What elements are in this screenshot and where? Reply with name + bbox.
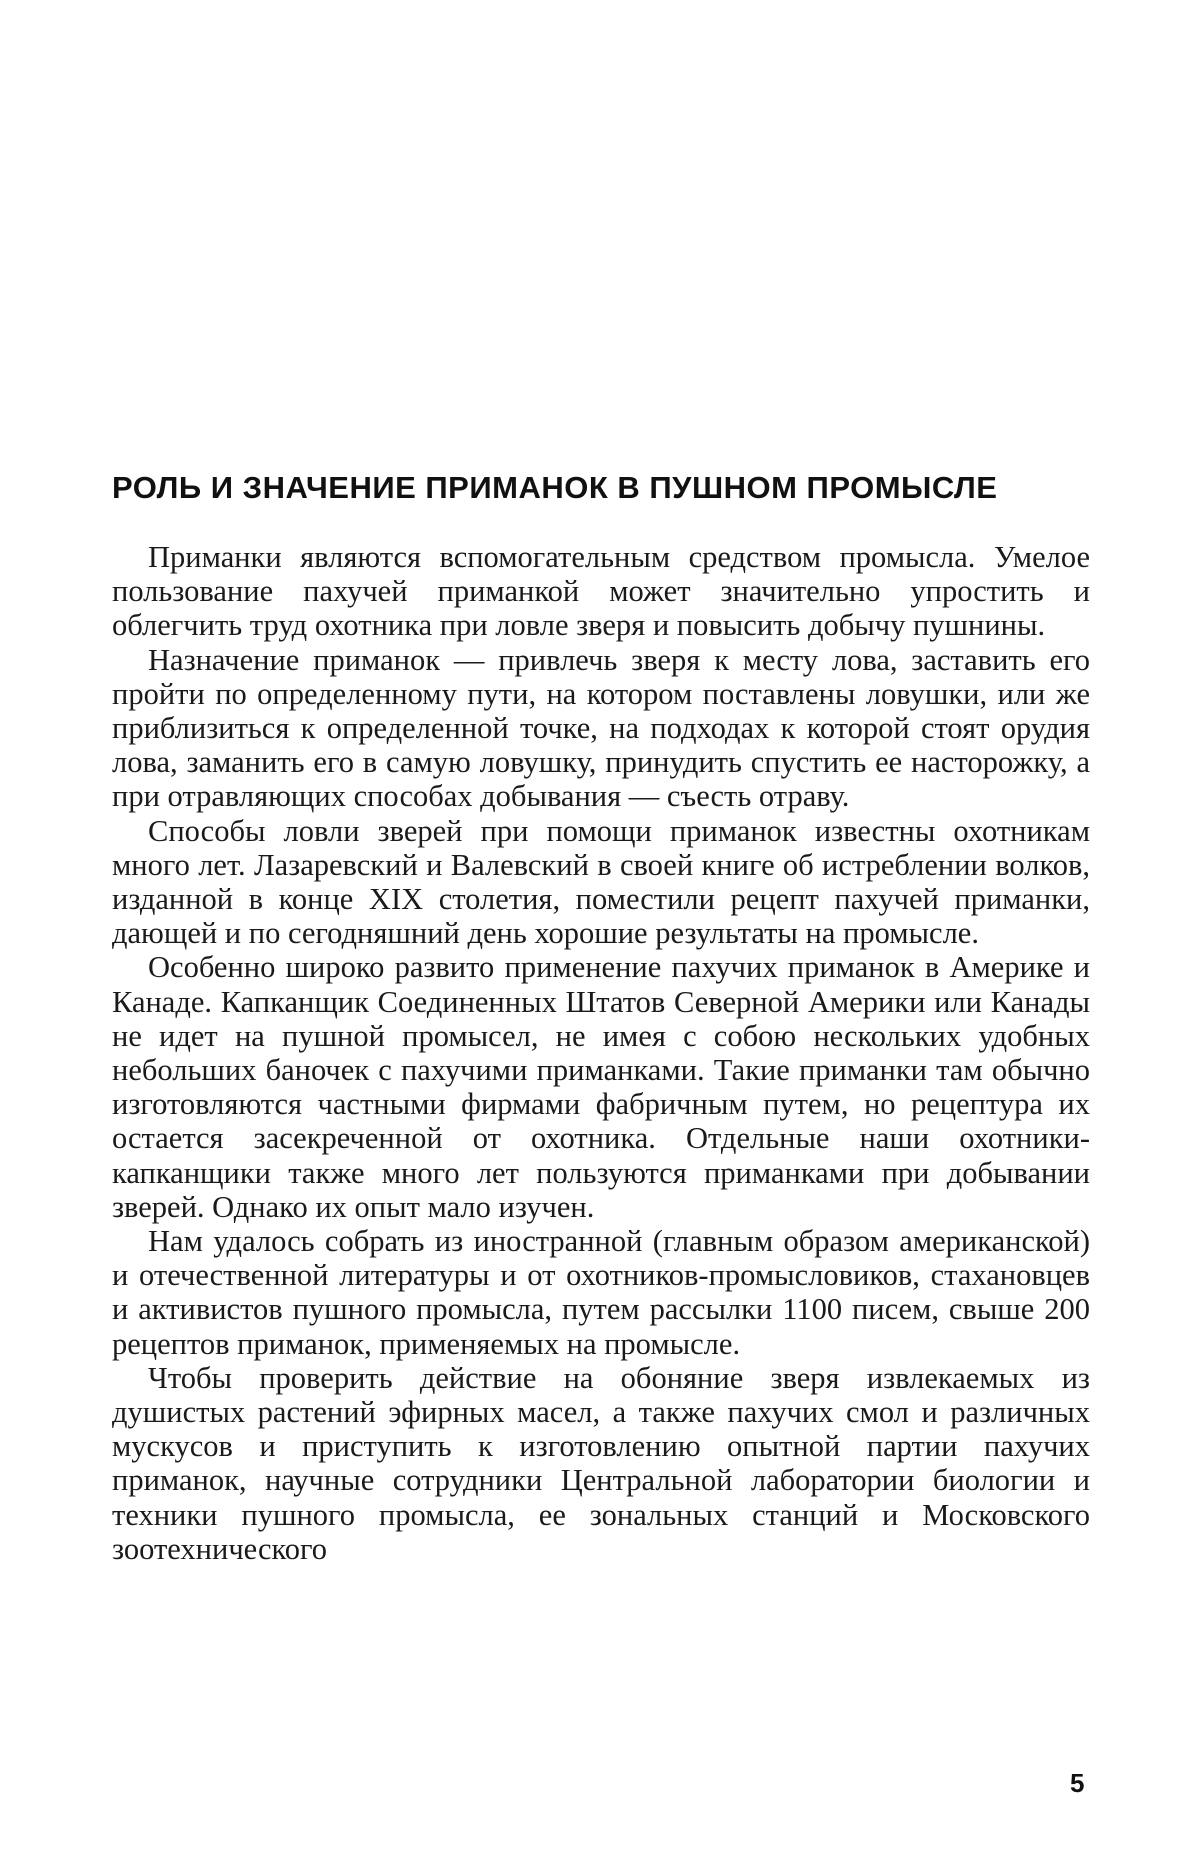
chapter-title: РОЛЬ И ЗНАЧЕНИЕ ПРИМАНОК В ПУШНОМ ПРОМЫСЛЕ — [112, 470, 1092, 506]
paragraph-3: Способы ловли зверей при помощи приманок известны охотникам много лет. Лазаревский и Валевский в своей книге об истреблении волков, изданной в конце XIX столетия, поместили рецепт пахучей приманки, дающей и по сегодняшний день хорошие результаты на промысле. — [112, 814, 1090, 951]
paragraph-4: Особенно широко развито применение пахучих приманок в Америке и Канаде. Капканщик Соединенных Штатов Северной Америки или Канады не идет на пушной промысел, не имея с собою нескольких удобных небольших баночек с пахучими приманками. Такие приманки там обычно изготовляются частными фирмами фабричным путем, но рецептура их остается засекреченной от охотника. Отдельные наши охотники-капканщики также много лет пользуются приманками при добывании зверей. Однако их опыт мало изучен. — [112, 950, 1090, 1224]
paragraph-5: Нам удалось собрать из иностранной (главным образом американской) и отечественной литературы и от охотников-промысловиков, стахановцев и активистов пушного промысла, путем рассылки 1100 писем, свыше 200 рецептов приманок, применяемых на промысле. — [112, 1224, 1090, 1361]
paragraph-2: Назначение приманок — привлечь зверя к месту лова, заставить его пройти по определенному пути, на котором поставлены ловушки, или же приблизиться к определенной точке, на подходах к которой стоят орудия лова, заманить его в самую ловушку, принудить спустить ее насторожку, а при отравляющих способах добывания — съесть отраву. — [112, 643, 1090, 814]
page-number: 5 — [1070, 1768, 1084, 1799]
paragraph-1: Приманки являются вспомогательным средством промысла. Умелое пользование пахучей приманкой может значительно упростить и облегчить труд охотника при ловле зверя и повысить добычу пушнины. — [112, 540, 1090, 643]
book-page — [0, 0, 1200, 1873]
body-text — [112, 540, 1090, 1566]
paragraph-6: Чтобы проверить действие на обоняние зверя извлекаемых из душистых растений эфирных масел, а также пахучих смол и различных мускусов и приступить к изготовлению опытной партии пахучих приманок, научные сотрудники Центральной лаборатории биологии и техники пушного промысла, ее зональных станций и Московского зоотехнического — [112, 1361, 1090, 1566]
